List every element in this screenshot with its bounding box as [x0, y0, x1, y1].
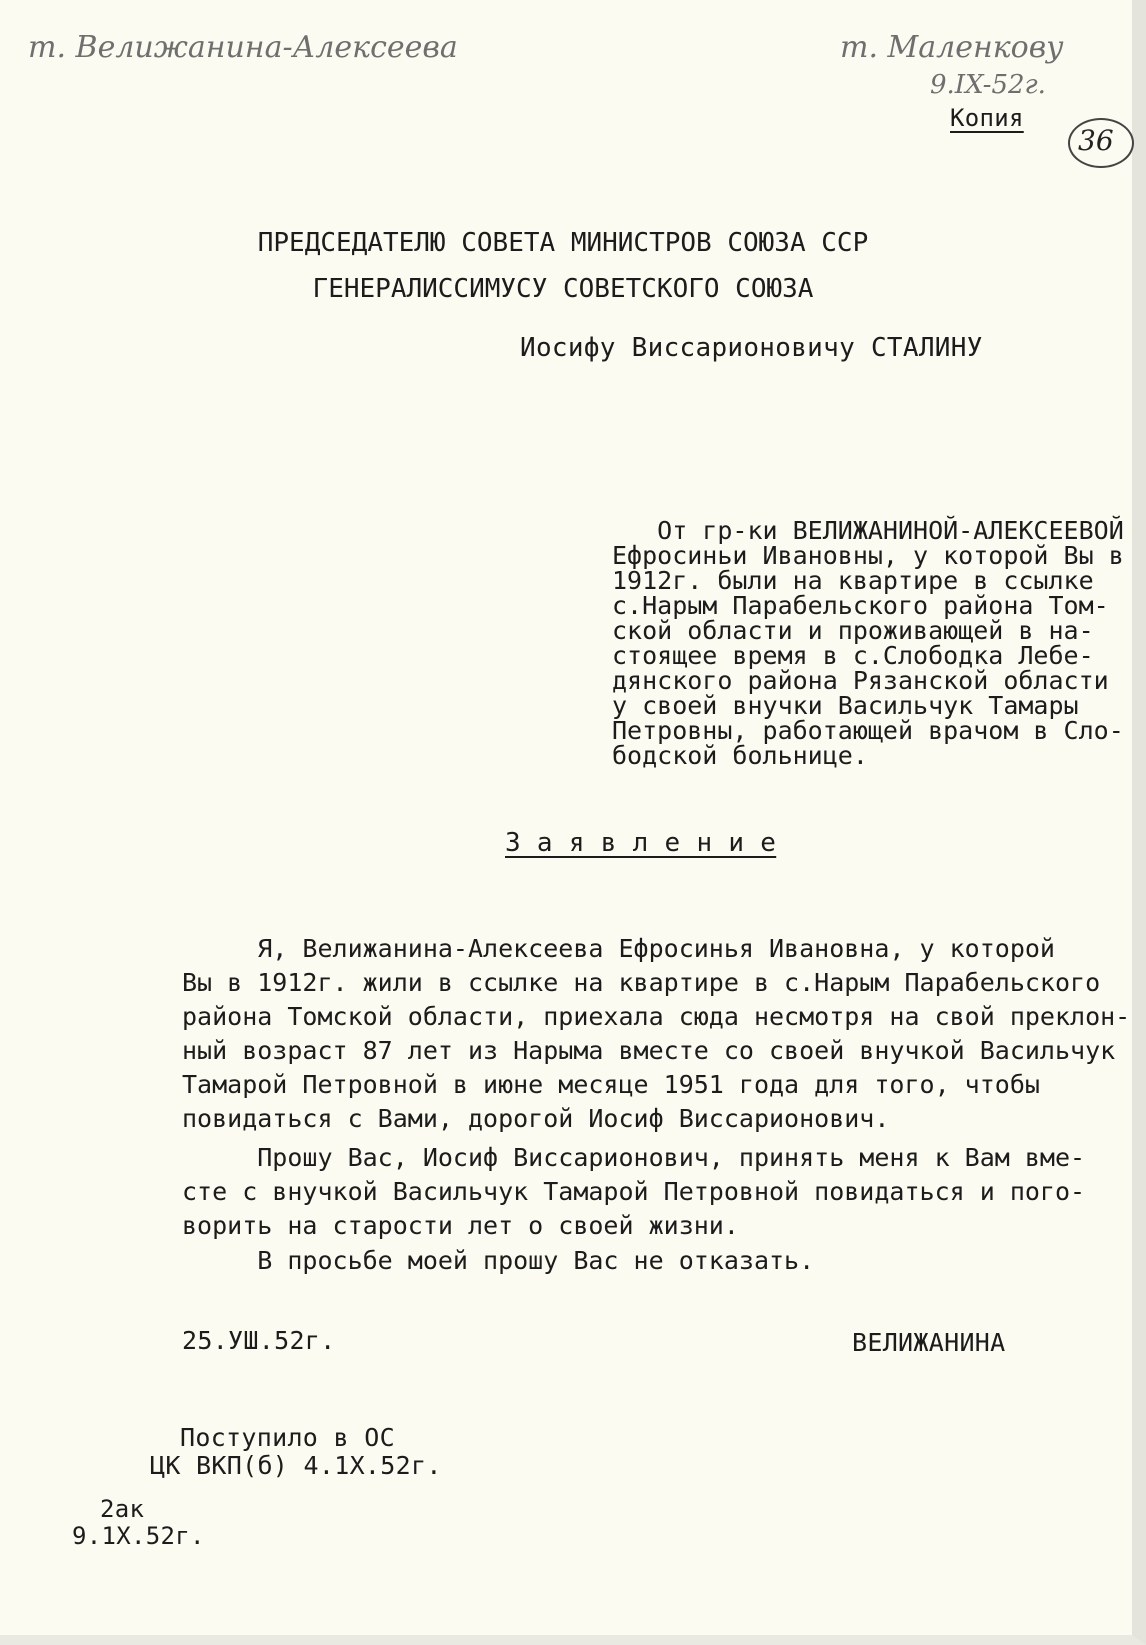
body-line: повидаться с Вами, дорогой Иосиф Виссарионович.	[182, 1104, 890, 1133]
body-line: Прошу Вас, Иосиф Виссарионович, принять меня к Вам вме-	[182, 1143, 1086, 1172]
body-line: Тамарой Петровной в июне месяце 1951 года для того, чтобы	[182, 1070, 1040, 1099]
from-line: дянского района Рязанской области	[612, 666, 1109, 695]
body-line: Вы в 1912г. жили в ссылке на квартире в с.Нарым Парабельского	[182, 968, 1101, 997]
received-line-2: ЦК ВКП(б) 4.1Х.52г.	[150, 1451, 442, 1480]
footer-line-2: 9.1Х.52г.	[72, 1522, 205, 1550]
from-line: ской области и проживающей в на-	[612, 616, 1094, 645]
handwritten-note-top-left: т. Велижанина-Алексеева	[28, 30, 458, 65]
body-line: Я, Велижанина-Алексеева Ефросинья Ивановна, у которой	[182, 934, 1055, 963]
from-line: с.Нарым Парабельского района Том-	[612, 591, 1109, 620]
from-line: бодской больнице.	[612, 741, 868, 770]
addressee-line-3: Иосифу Виссарионовичу СТАЛИНУ	[520, 333, 983, 363]
handwritten-date-top-right: 9.IX-52г.	[930, 70, 1046, 100]
from-line: Ефросиньи Ивановны, у которой Вы в	[612, 541, 1124, 570]
addressee-line-2: ГЕНЕРАЛИССИМУСУ СОВЕТСКОГО СОЮЗА	[312, 274, 814, 304]
received-line-1: Поступило в ОС	[180, 1423, 395, 1452]
addressee-line-1: ПРЕДСЕДАТЕЛЮ СОВЕТА МИНИСТРОВ СОЮЗА ССР	[257, 228, 869, 258]
body-line: сте с внучкой Васильчук Тамарой Петровной повидаться и пого-	[182, 1177, 1086, 1206]
from-line: От гр-ки ВЕЛИЖАНИНОЙ-АЛЕКСЕЕВОЙ	[612, 516, 1124, 545]
folio-number: 36	[1078, 124, 1114, 157]
body-line: В просьбе моей прошу Вас не отказать.	[182, 1246, 815, 1275]
body-line: района Томской области, приехала сюда несмотря на свой преклон-	[182, 1002, 1131, 1031]
statement-title: З а я в л е н и е	[505, 828, 777, 858]
signature: ВЕЛИЖАНИНА	[852, 1328, 1006, 1357]
handwritten-note-top-right: т. Маленкову	[840, 30, 1064, 65]
body-line: ворить на старости лет о своей жизни.	[182, 1211, 739, 1240]
from-line: стоящее время в с.Слободка Лебе-	[612, 641, 1094, 670]
from-line: Петровны, работающей врачом в Сло-	[612, 716, 1124, 745]
document-date: 25.УШ.52г.	[182, 1326, 336, 1355]
from-line: 1912г. были на квартире в ссылке	[612, 566, 1094, 595]
from-line: у своей внучки Васильчук Тамары	[612, 691, 1079, 720]
body-line: ный возраст 87 лет из Нарыма вместе со своей внучкой Васильчук	[182, 1036, 1116, 1065]
footer-line-1: 2ак	[100, 1495, 145, 1523]
copy-mark: Копия	[950, 104, 1024, 132]
